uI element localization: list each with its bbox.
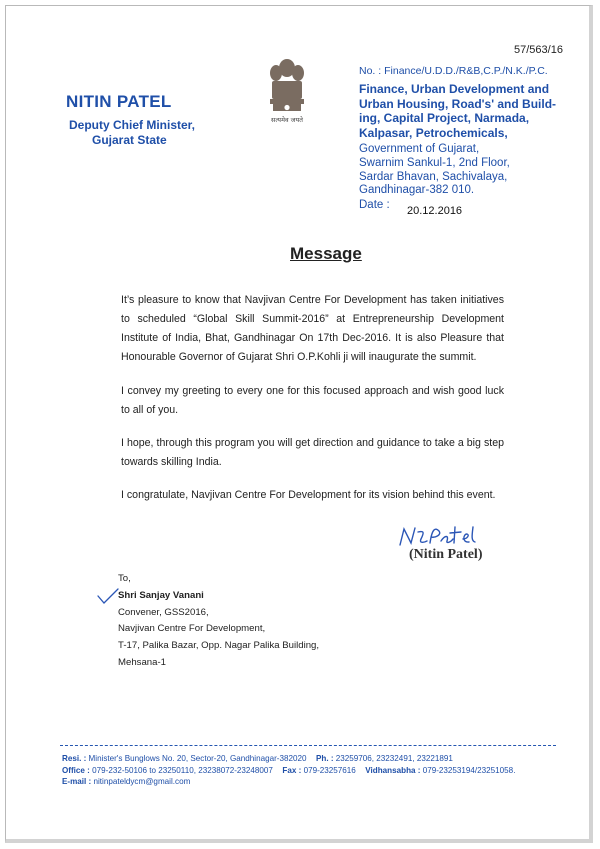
footer-contact: [62, 753, 515, 788]
email-label: E-mail :: [62, 777, 92, 786]
letterhead-name: NITIN PATEL: [66, 92, 172, 111]
message-paragraph: It’s pleasure to know that Navjivan Centre For Development has taken initiatives to scheduled “Global Skill Summit-2016” at Entrepreneurship Development Institute of India, Bhat, Gandhinagar On 17th Dec-2016. It is also Pleasure that Honourable Governor of Gujarat Shri O.P.Kohli ji will inaugurate the summit.: [121, 294, 504, 363]
footer-email-line: [62, 776, 515, 788]
footer-residence-line: [62, 753, 515, 765]
designation-line-2: Gujarat State: [92, 133, 167, 147]
message-paragraph: I hope, through this program you will get direction and guidance to take a big step towards skilling India.: [121, 437, 504, 468]
vidhansabha-label: Vidhansabha :: [365, 765, 421, 775]
residence-label: Resi. :: [62, 754, 87, 763]
department-line: Urban Housing, Road's' and Build-: [359, 96, 557, 111]
address-line: Government of Gujarat,: [359, 143, 480, 155]
designation-line-1: Deputy Chief Minister,: [69, 118, 196, 132]
message-paragraph: I convey my greeting to every one for this focused approach and wish good luck to all of you.: [121, 385, 504, 416]
checkmark-icon: [97, 588, 119, 604]
footer-office-line: [62, 765, 515, 777]
signer-name: (Nitin Patel): [409, 547, 483, 562]
footer-divider: [60, 745, 556, 746]
svg-text:सत्यमेव जयते: सत्यमेव जयते: [271, 116, 303, 124]
address-line: Gandhinagar-382 010.: [359, 184, 475, 197]
reference-number: 57/563/16: [514, 44, 563, 56]
fax-label: Fax :: [282, 765, 302, 775]
message-heading: Message: [290, 244, 362, 263]
recipient-line: T-17, Palika Bazar, Opp. Nagar Palika Building,: [118, 640, 320, 652]
department-line: Kalpasar, Petrochemicals,: [359, 125, 508, 140]
recipient-line: Mehsana-1: [118, 656, 166, 668]
address-line: Sardar Bhavan, Sachivalaya,: [359, 170, 508, 183]
fax-value: 079-23257616: [303, 765, 356, 775]
phone-value: 23259706, 23232491, 23221891: [335, 754, 453, 763]
recipient-line: Convener, GSS2016,: [118, 606, 209, 618]
file-number-value: Finance/U.D.D./R&B,C.P./N.K./P.C.: [384, 65, 548, 77]
address-line: Swarnim Sankul-1, 2nd Floor,: [359, 156, 510, 169]
vidhansabha-value: 079-23253194/23251058.: [422, 765, 516, 775]
office-value: 079-232-50106 to 23250110, 23238072-23248007: [92, 765, 273, 775]
handwritten-signature: [397, 523, 503, 549]
date-label: Date :: [359, 199, 390, 211]
to-label: To,: [118, 573, 131, 584]
email-value[interactable]: nitinpateldycm@gmail.com: [93, 777, 191, 786]
recipient-line: Navjivan Centre For Development,: [118, 623, 266, 635]
message-paragraph: I congratulate, Navjivan Centre For Development for its vision behind this event.: [121, 489, 496, 501]
file-number: [359, 65, 548, 77]
departments: [359, 82, 556, 140]
department-line: Finance, Urban Development and: [359, 82, 550, 96]
date-value: 20.12.2016: [407, 205, 463, 217]
office-address: [359, 143, 510, 198]
residence-value: Minister's Bunglows No. 20, Sector-20, Gandhinagar-382020: [88, 754, 307, 763]
department-line: ing, Capital Project, Narmada,: [359, 111, 530, 125]
recipient-block: [118, 571, 319, 672]
phone-label: Ph. :: [316, 754, 334, 763]
recipient-name: Shri Sanjay Vanani: [118, 589, 204, 601]
national-emblem-icon: [262, 56, 312, 128]
file-number-label: No. :: [359, 65, 382, 77]
office-label: Office :: [62, 765, 90, 775]
